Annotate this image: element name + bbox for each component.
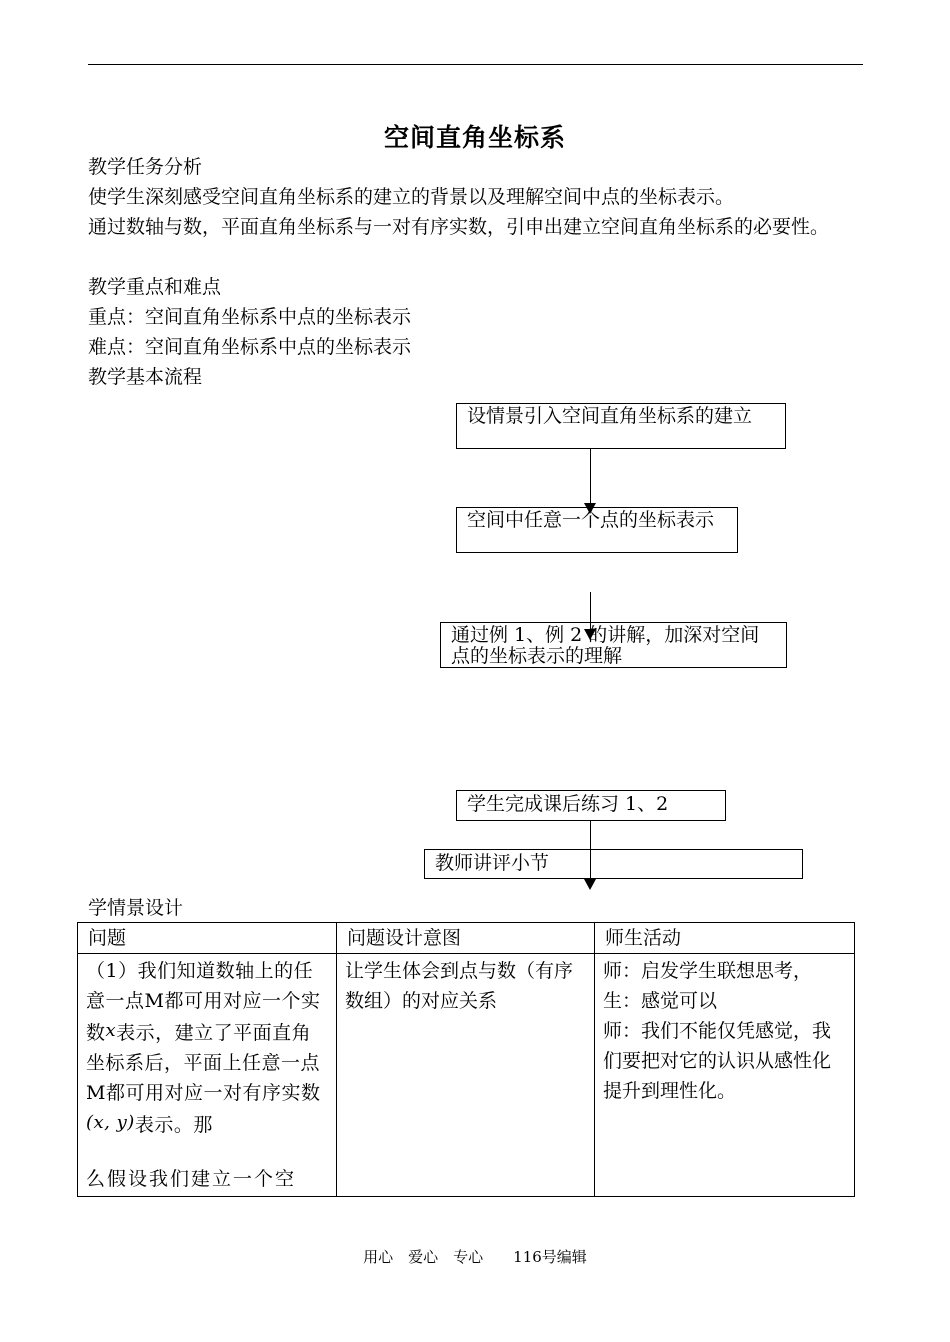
document-title: 空间直角坐标系: [383, 123, 566, 152]
section-heading-design: 学情景设计: [88, 897, 184, 919]
task-analysis-text-1: 使学生深刻感受空间直角坐标系的建立的背景以及理解空间中点的坐标表示。: [88, 186, 735, 208]
question-text-d: 么假设我们建立一个空: [86, 1168, 297, 1190]
flow-arrow-1: [590, 448, 591, 506]
difficulty-text: 难点：空间直角坐标系中点的坐标表示: [88, 336, 412, 358]
activity-cell: [595, 954, 855, 1197]
question-text-c: 表示。那: [134, 1114, 213, 1136]
math-pair-xy: (x, y): [86, 1112, 135, 1133]
math-var-x: x: [105, 1020, 117, 1041]
flow-step-5: 教师讲评小节: [424, 849, 803, 879]
flow-arrowhead-2: [584, 629, 596, 640]
key-point-text: 重点：空间直角坐标系中点的坐标表示: [88, 306, 412, 328]
intent-cell: 让学生体会到点与数（有序数组）的对应关系: [337, 954, 595, 1197]
question-text-b: 表示，建立了平面直角坐标系后，平面上任意一点M都可用对应一对有序实数: [86, 1022, 321, 1104]
section-heading-key-points: 教学重点和难点: [88, 276, 222, 298]
task-analysis-text-2: 通过数轴与数，平面直角坐标系与一对有序实数，引申出建立空间直角坐标系的必要性。: [88, 216, 830, 238]
flow-arrowhead-3: [584, 879, 596, 890]
question-text-a: （1）我们知道数轴上的任意一点M都可用对应一个实数: [86, 960, 321, 1044]
header-rule: [88, 64, 863, 65]
table-row: [78, 954, 855, 1197]
header-intent: 问题设计意图: [337, 923, 595, 954]
header-question: 问题: [78, 923, 337, 954]
page-footer: 用心 爱心 专心 116号编辑: [363, 1248, 587, 1266]
section-heading-task-analysis: 教学任务分析: [88, 156, 203, 178]
flow-arrow-3: [590, 820, 591, 880]
activity-line-2: 生：感觉可以: [603, 990, 718, 1012]
flow-step-2: 空间中任意一个点的坐标表示: [456, 507, 738, 553]
flow-step-4: 学生完成课后练习 1、2: [456, 790, 726, 821]
activity-line-1: 师：启发学生联想思考，: [603, 960, 813, 982]
header-activity: 师生活动: [595, 923, 855, 954]
section-heading-flow: 教学基本流程: [88, 366, 203, 388]
flow-arrowhead-1: [584, 503, 596, 514]
design-table: [77, 922, 855, 1197]
flow-step-1: 设情景引入空间直角坐标系的建立: [456, 403, 786, 449]
question-cell: [78, 954, 337, 1197]
activity-line-3: 师：我们不能仅凭感觉，我们要把对它的认识从感性化提升到理性化。: [603, 1020, 832, 1102]
flow-step-3: 通过例 1、例 2 的讲解，加深对空间点的坐标表示的理解: [440, 622, 787, 668]
table-header-row: [78, 923, 855, 954]
